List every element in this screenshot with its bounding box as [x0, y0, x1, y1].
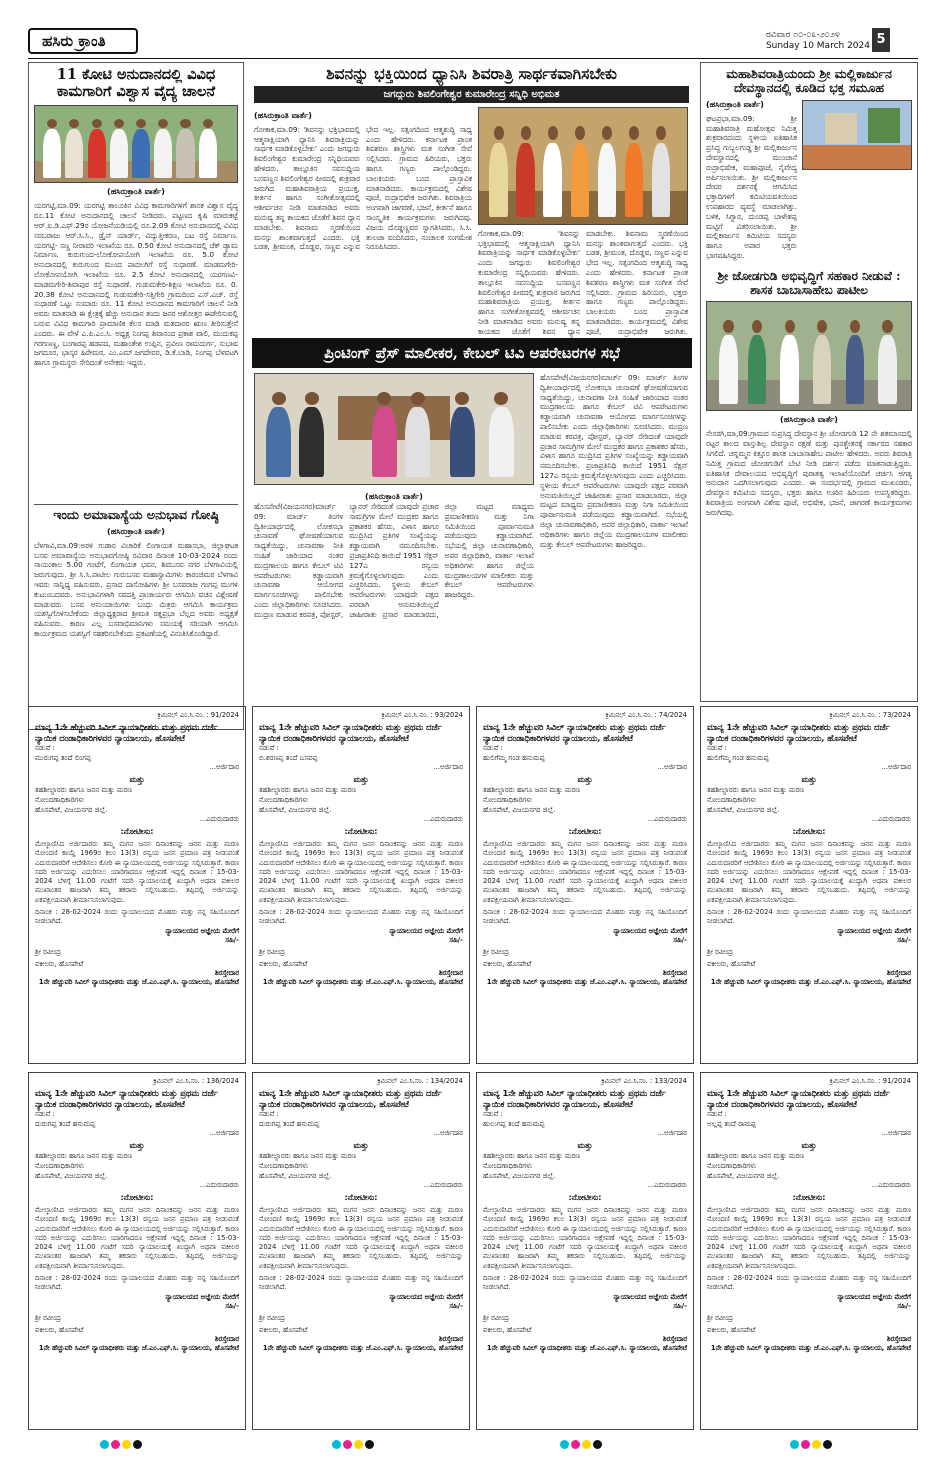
registration-marks-4: [790, 1440, 832, 1449]
notice-dated: ದಿನಾಂಕ : 28-02-2024 ರಂದು ನ್ಯಾಯಾಲಯದ ಮೊಹರು ಮತ್ತು ನನ್ನ ಸಹಿಯೊಂದಿಗೆ ನೀಡಲಾಗಿದೆ.: [35, 908, 239, 926]
notice-respondent-tag: ...ಎದುರುದಾರರು: [423, 1181, 463, 1189]
story4-byline: (ಹಸಿರುಕ್ರಾಂತಿ ವಾರ್ತೆ): [365, 492, 423, 501]
notice-respondent-1: ತಹಶೀಲ್ದಾರರು ಹಾಗೂ ಜನನ ಮತ್ತು ಮರಣ: [483, 786, 581, 794]
notice-body: ಮೇಲ್ಕಾಣಿಸಿದ ಅರ್ಜಿದಾರರು ತಮ್ಮ ಮಗನ ಜನನ ದಿನಾಂಕವನ್ನು ಜನನ ಮತ್ತು ಮರಣ ನೋಂದಣಿ ಕಾಯ್ದೆ 1969ರ ಕಲಂ 13(3) ರನ್ವಯ ಜನನ ಪ್ರಮಾಣ ಪತ್ರ ನೀಡುವಂತೆ ಎದುರುದಾರರಿಗೆ ಆದೇಶಿಸಲು ಕೋರಿ ಈ ನ್ಯಾಯಾಲಯದಲ್ಲಿ ಅರ್ಜಿಯನ್ನು ಸಲ್ಲಿಸಿರುತ್ತಾರೆ. ಕಾರಣ ಸದರಿ ಅರ್ಜಿಯನ್ನು ಎದುರಿಸಲು ಯಾರಿಗಾದರೂ ಆಕ್ಷೇಪಣೆ ಇದ್ದಲ್ಲಿ ದಿನಾಂಕ : 15-03-2024 ಬೆಳಿಗ್ಗೆ 11.00 ಗಂಟೆಗೆ ಸದರಿ ನ್ಯಾಯಾಲಯಕ್ಕೆ ಖುದ್ದಾಗಿ ಅಥವಾ ವಕೀಲರ ಮುಖಾಂತರ ಹಾಜರಾಗಿ ತಮ್ಮ ತಕರಾರು ಸಲ್ಲಿಸಬಹುದು. ತಪ್ಪಿದಲ್ಲಿ ಅರ್ಜಿಯನ್ನು ಏಕಪಕ್ಷೀಯವಾಗಿ ತೀರ್ಮಾನಿಸಲಾಗುವುದು.: [707, 1206, 911, 1270]
notice-applicant-tag: ...ಅರ್ಜಿದಾರ: [209, 1129, 239, 1137]
notice-respondent-3: ಹೊಸಪೇಟೆ, ವಿಜಯನಗರ ಜಿಲ್ಲೆ.: [35, 1172, 108, 1180]
notice-heading: :ನೋಟೀಸು:: [792, 1193, 826, 1202]
notice-respondent-tag: ...ಎದುರುದಾರರು: [423, 815, 463, 823]
issue-date-kannada: ರವಿವಾರ ೧೦-೦೩-೨೦೨೪: [765, 30, 840, 40]
notice-heading: :ನೋಟೀಸು:: [344, 1193, 378, 1202]
notice-respondent-2: ನೋಂದಣಾಧಿಕಾರಿಗಳು: [259, 796, 309, 804]
notice-advocate-role: ವಕೀಲರು, ಹೊಸಪೇಟೆ: [259, 1325, 308, 1334]
story5-byline: (ಹಸಿರುಕ್ರಾಂತಿ ವಾರ್ತೆ): [706, 99, 764, 109]
notice-body: ಮೇಲ್ಕಾಣಿಸಿದ ಅರ್ಜಿದಾರರು ತಮ್ಮ ಮಗನ ಜನನ ದಿನಾಂಕವನ್ನು ಜನನ ಮತ್ತು ಮರಣ ನೋಂದಣಿ ಕಾಯ್ದೆ 1969ರ ಕಲಂ 13(3) ರನ್ವಯ ಜನನ ಪ್ರಮಾಣ ಪತ್ರ ನೀಡುವಂತೆ ಎದುರುದಾರರಿಗೆ ಆದೇಶಿಸಲು ಕೋರಿ ಈ ನ್ಯಾಯಾಲಯದಲ್ಲಿ ಅರ್ಜಿಯನ್ನು ಸಲ್ಲಿಸಿರುತ್ತಾರೆ. ಕಾರಣ ಸದರಿ ಅರ್ಜಿಯನ್ನು ಎದುರಿಸಲು ಯಾರಿಗಾದರೂ ಆಕ್ಷೇಪಣೆ ಇದ್ದಲ್ಲಿ ದಿನಾಂಕ : 15-03-2024 ಬೆಳಿಗ್ಗೆ 11.00 ಗಂಟೆಗೆ ಸದರಿ ನ್ಯಾಯಾಲಯಕ್ಕೆ ಖುದ್ದಾಗಿ ಅಥವಾ ವಕೀಲರ ಮುಖಾಂತರ ಹಾಜರಾಗಿ ತಮ್ಮ ತಕರಾರು ಸಲ್ಲಿಸಬಹುದು. ತಪ್ಪಿದಲ್ಲಿ ಅರ್ಜಿಯನ್ನು ಏಕಪಕ್ಷೀಯವಾಗಿ ತೀರ್ಮಾನಿಸಲಾಗುವುದು.: [259, 1206, 463, 1270]
notice-court-title: ಮಾನ್ಯ 1ನೇ ಹೆಚ್ಚುವರಿ ಸಿವಿಲ್ ನ್ಯಾಯಾಧೀಶರು ಮತ್ತು ಪ್ರಥಮ ದರ್ಜೆ ನ್ಯಾಯಿಕ ದಂಡಾಧಿಕಾರಿಗಳವರ ನ್ಯಾಯಾಲಯ, ಹೊಸಪೇಟೆ: [707, 722, 890, 743]
notice-applicant: ದುರುಗಪ್ಪ ತಂದೆ ಹನುಮಪ್ಪ: [259, 1120, 320, 1128]
notice-order: ನ್ಯಾಯಾಲಯದ ಅಜ್ಞೇಯ ಮೇರೆಗೆ: [165, 1292, 239, 1301]
notice-dated: ದಿನಾಂಕ : 28-02-2024 ರಂದು ನ್ಯಾಯಾಲಯದ ಮೊಹರು ಮತ್ತು ನನ್ನ ಸಹಿಯೊಂದಿಗೆ ನೀಡಲಾಗಿದೆ.: [259, 908, 463, 926]
story1-headline: 11 ಕೋಟಿ ಅನುದಾನದಲ್ಲಿ ವಿವಿಧ ಕಾಮಗಾರಿಗೆ ವಿಶ್ವಾಸ ವೈದ್ಯ ಚಾಲನೆ: [56, 66, 216, 100]
notice-court-title: ಮಾನ್ಯ 1ನೇ ಹೆಚ್ಚುವರಿ ಸಿವಿಲ್ ನ್ಯಾಯಾಧೀಶರು ಮತ್ತು ಪ್ರಥಮ ದರ್ಜೆ ನ್ಯಾಯಿಕ ದಂಡಾಧಿಕಾರಿಗಳವರ ನ್ಯಾಯಾಲಯ, ಹೊಸಪೇಟೆ: [259, 1088, 442, 1109]
notice-respondent-1: ತಹಶೀಲ್ದಾರರು ಹಾಗೂ ಜನನ ಮತ್ತು ಮರಣ: [35, 1152, 133, 1160]
notice-case-number: ಕ್ರಿಮಿನಲ್ ಎಂ.ಸಿ.ನಂ. : 136/2024: [153, 1077, 239, 1085]
story3-body-right: ಗೋಕಾಕ,ಮಾ.09: 'ಶಿವನನ್ನು ಭಕ್ತಿಭಾವದಲ್ಲಿ ಆತ್ಮಸಾಕ್ಷಿಯಾಗಿ ಧ್ಯಾನಿಸಿ ಶಿವರಾತ್ರಿಯನ್ನು ಸಾರ್ಥಕ ಮಾಡಿಕೊಳ್ಳಬೇಕು' ಎಂದು ಜಗದ್ಗುರು ಶಿವಲಿಂಗೇಶ್ವರ ಕುಮಾರೇಂದ್ರ ಸನ್ನಿಧಿಯವರು ಹೇಳಿದರು. ತಾಲ್ಲೂಕಿನ ಸವಸುದ್ದಿಯ ಬಸವಣ್ಣನ ಶಿವಲಿಂಗೇಶ್ವರ ಪೀಠದಲ್ಲಿ ಶುಕ್ರವಾರ ಜರುಗಿದ ಮಹಾಶಿವರಾತ್ರಿಯ ಪ್ರಯುಕ್ತ, ಕೀರ್ತನ ಹಾಗೂ ಸಂಗೀತೋತ್ಸವದಲ್ಲಿ ಆಶೀರ್ವಚನ ನೀಡಿ ಮಾತನಾಡಿದ ಅವರು ಮನುಷ್ಯ ತನ್ನ ಕಾಯಕದ ಜೊತೆಗೆ ಶಿವನ ಧ್ಯಾನ ಮಾಡಬೇಕು. ಶಿವನಾಮ ಸ್ಮರಣೆಯಿಂದ ಮನಸ್ಸು ಶಾಂತವಾಗುತ್ತದೆ ಎಂದರು. ಭಕ್ತಿ ಬಡತ, ಶ್ರೀಮಂತ, ದೊಡ್ಡವ, ಸಣ್ಣವ ಎನ್ನುವ ಭೇದ ಇಲ್ಲ. ಸತ್ಸಂಗದಿಂದ ಆತ್ಮಶುದ್ಧಿ ಸಾಧ್ಯ ಎಂದು ಹೇಳಿದರು. ಕರ್ನಾಟಕ ಪ್ರಾಂತ ಶಿವಶರಣ ಶಾಸ್ತ್ರಿಗಳು ಮತ ಸಂಗೀತ ಸೇವೆ ಸಲ್ಲಿಸಿದರು. ಗ್ರಾಮದ ಹಿರಿಯರು, ಭಕ್ತರು ಹಾಗೂ ಗಣ್ಯರು ಪಾಲ್ಗೊಂಡಿದ್ದರು. ಬಾಲಕಿಯರು ಬಂದ ಪ್ರಾಸ್ತಾವಿಕ ಮಾತನಾಡಿದರು. ಕಾರ್ಯಕ್ರಮದಲ್ಲಿ ವಿಶೇಷ ಪೂಜೆ, ರುದ್ರಾಭಿಷೇಕ ಜರುಗಿತು.: [478, 228, 688, 336]
notice-order: ನ್ಯಾಯಾಲಯದ ಅಜ್ಞೇಯ ಮೇರೆಗೆ: [837, 926, 911, 935]
notice-heading: :ನೋಟೀಸು:: [568, 1193, 602, 1202]
court-notice: [28, 706, 246, 1064]
notice-clerk: ಶಿರಸ್ತೇದಾರ: [214, 1334, 239, 1343]
notice-advocate-role: ವಕೀಲರು, ಹೊಸಪೇಟೆ: [35, 1325, 84, 1334]
notice-dated: ದಿನಾಂಕ : 28-02-2024 ರಂದು ನ್ಯಾಯಾಲಯದ ಮೊಹರು ಮತ್ತು ನನ್ನ ಸಹಿಯೊಂದಿಗೆ ನೀಡಲಾಗಿದೆ.: [707, 1274, 911, 1292]
notice-respondent-2: ನೋಂದಣಾಧಿಕಾರಿಗಳು: [483, 1162, 533, 1170]
story-column-right: [700, 62, 918, 702]
notice-case-number: ಕ್ರಿಮಿನಲ್ ಎಂ.ಸಿ.ನಂ. : 133/2024: [601, 1077, 687, 1085]
notice-and: ಮತ್ತು: [353, 1141, 369, 1150]
notice-and: ಮತ್ತು: [801, 1141, 817, 1150]
notice-body: ಮೇಲ್ಕಾಣಿಸಿದ ಅರ್ಜಿದಾರರು ತಮ್ಮ ಮಗನ ಜನನ ದಿನಾಂಕವನ್ನು ಜನನ ಮತ್ತು ಮರಣ ನೋಂದಣಿ ಕಾಯ್ದೆ 1969ರ ಕಲಂ 13(3) ರನ್ವಯ ಜನನ ಪ್ರಮಾಣ ಪತ್ರ ನೀಡುವಂತೆ ಎದುರುದಾರರಿಗೆ ಆದೇಶಿಸಲು ಕೋರಿ ಈ ನ್ಯಾಯಾಲಯದಲ್ಲಿ ಅರ್ಜಿಯನ್ನು ಸಲ್ಲಿಸಿರುತ್ತಾರೆ. ಕಾರಣ ಸದರಿ ಅರ್ಜಿಯನ್ನು ಎದುರಿಸಲು ಯಾರಿಗಾದರೂ ಆಕ್ಷೇಪಣೆ ಇದ್ದಲ್ಲಿ ದಿನಾಂಕ : 15-03-2024 ಬೆಳಿಗ್ಗೆ 11.00 ಗಂಟೆಗೆ ಸದರಿ ನ್ಯಾಯಾಲಯಕ್ಕೆ ಖುದ್ದಾಗಿ ಅಥವಾ ವಕೀಲರ ಮುಖಾಂತರ ಹಾಜರಾಗಿ ತಮ್ಮ ತಕರಾರು ಸಲ್ಲಿಸಬಹುದು. ತಪ್ಪಿದಲ್ಲಿ ಅರ್ಜಿಯನ್ನು ಏಕಪಕ್ಷೀಯವಾಗಿ ತೀರ್ಮಾನಿಸಲಾಗುವುದು.: [483, 840, 687, 904]
court-notice: [700, 1072, 918, 1430]
story3-subhead: ಜಗದ್ಗುರು ಶಿವಲಿಂಗೇಶ್ವರ ಕುಮಾರೇಂದ್ರ ಸನ್ನಿಧಿ ಅಭಿಮತ: [254, 86, 689, 103]
notice-footer: 1ನೇ ಹೆಚ್ಚುವರಿ ಸಿವಿಲ್ ನ್ಯಾಯಾಧೀಶರು ಮತ್ತು ಜೆ.ಎಂ.ಎಫ್.ಸಿ. ನ್ಯಾಯಾಲಯ, ಹೊಸಪೇಟೆ: [710, 1343, 911, 1352]
notice-sd: ಸಹಿ/-: [225, 1301, 239, 1310]
notice-advocate-role: ವಕೀಲರು, ಹೊಸಪೇಟೆ: [483, 959, 532, 968]
notice-heading: :ನೋಟೀಸು:: [120, 1193, 154, 1202]
notice-applicant: ಬಿ.ಶರಣಪ್ಪ ತಂದೆ ಬಸವಪ್ಪ: [259, 754, 318, 762]
notice-respondent-1: ತಹಶೀಲ್ದಾರರು ಹಾಗೂ ಜನನ ಮತ್ತು ಮರಣ: [259, 1152, 357, 1160]
notice-respondent-1: ತಹಶೀಲ್ದಾರರು ಹಾಗೂ ಜನನ ಮತ್ತು ಮರಣ: [707, 786, 805, 794]
story2-byline: (ಹಸಿರುಕ್ರಾಂತಿ ವಾರ್ತೆ): [107, 526, 165, 536]
story4-headline: ಪ್ರಿಂಟಿಂಗ್ ಪ್ರೆಸ್ ಮಾಲೀಕರ, ಕೇಬಲ್ ಟಿವಿ ಆಪರೇಟರಗಳ ಸಭೆ: [252, 338, 692, 368]
notice-dated: ದಿನಾಂಕ : 28-02-2024 ರಂದು ನ್ಯಾಯಾಲಯದ ಮೊಹರು ಮತ್ತು ನನ್ನ ಸಹಿಯೊಂದಿಗೆ ನೀಡಲಾಗಿದೆ.: [483, 1274, 687, 1292]
notice-sd: ಸಹಿ/-: [673, 935, 687, 944]
newspaper-title: ಹಸಿರು ಕ್ರಾಂತಿ: [28, 28, 138, 54]
notice-advocate-role: ವಕೀಲರು, ಹೊಸಪೇಟೆ: [483, 1325, 532, 1334]
notice-between: ನಡುವೆ :: [707, 1110, 727, 1118]
notice-clerk: ಶಿರಸ್ತೇದಾರ: [214, 968, 239, 977]
court-notice: [476, 706, 694, 1064]
notice-sd: ಸಹಿ/-: [673, 1301, 687, 1310]
notice-between: ನಡುವೆ :: [483, 744, 503, 752]
notice-dated: ದಿನಾಂಕ : 28-02-2024 ರಂದು ನ್ಯಾಯಾಲಯದ ಮೊಹರು ಮತ್ತು ನನ್ನ ಸಹಿಯೊಂದಿಗೆ ನೀಡಲಾಗಿದೆ.: [35, 1274, 239, 1292]
notice-clerk: ಶಿರಸ್ತೇದಾರ: [662, 1334, 687, 1343]
court-notice: [700, 706, 918, 1064]
notice-body: ಮೇಲ್ಕಾಣಿಸಿದ ಅರ್ಜಿದಾರರು ತಮ್ಮ ಮಗನ ಜನನ ದಿನಾಂಕವನ್ನು ಜನನ ಮತ್ತು ಮರಣ ನೋಂದಣಿ ಕಾಯ್ದೆ 1969ರ ಕಲಂ 13(3) ರನ್ವಯ ಜನನ ಪ್ರಮಾಣ ಪತ್ರ ನೀಡುವಂತೆ ಎದುರುದಾರರಿಗೆ ಆದೇಶಿಸಲು ಕೋರಿ ಈ ನ್ಯಾಯಾಲಯದಲ್ಲಿ ಅರ್ಜಿಯನ್ನು ಸಲ್ಲಿಸಿರುತ್ತಾರೆ. ಕಾರಣ ಸದರಿ ಅರ್ಜಿಯನ್ನು ಎದುರಿಸಲು ಯಾರಿಗಾದರೂ ಆಕ್ಷೇಪಣೆ ಇದ್ದಲ್ಲಿ ದಿನಾಂಕ : 15-03-2024 ಬೆಳಿಗ್ಗೆ 11.00 ಗಂಟೆಗೆ ಸದರಿ ನ್ಯಾಯಾಲಯಕ್ಕೆ ಖುದ್ದಾಗಿ ಅಥವಾ ವಕೀಲರ ಮುಖಾಂತರ ಹಾಜರಾಗಿ ತಮ್ಮ ತಕರಾರು ಸಲ್ಲಿಸಬಹುದು. ತಪ್ಪಿದಲ್ಲಿ ಅರ್ಜಿಯನ್ನು ಏಕಪಕ್ಷೀಯವಾಗಿ ತೀರ್ಮಾನಿಸಲಾಗುವುದು.: [35, 840, 239, 904]
court-notice: [252, 706, 470, 1064]
notice-respondent-3: ಹೊಸಪೇಟೆ, ವಿಜಯನಗರ ಜಿಲ್ಲೆ.: [483, 1172, 556, 1180]
notice-court-title: ಮಾನ್ಯ 1ನೇ ಹೆಚ್ಚುವರಿ ಸಿವಿಲ್ ನ್ಯಾಯಾಧೀಶರು ಮತ್ತು ಪ್ರಥಮ ದರ್ಜೆ ನ್ಯಾಯಿಕ ದಂಡಾಧಿಕಾರಿಗಳವರ ನ್ಯಾಯಾಲಯ, ಹೊಸಪೇಟೆ: [259, 722, 442, 743]
notice-respondent-tag: ...ಎದುರುದಾರರು: [199, 1181, 239, 1189]
notice-order: ನ್ಯಾಯಾಲಯದ ಅಜ್ಞೇಯ ಮೇರೆಗೆ: [613, 926, 687, 935]
notice-advocate-role: ವಕೀಲರು, ಹೊಸಪೇಟೆ: [707, 1325, 756, 1334]
story5-headline: ಮಹಾಶಿವರಾತ್ರಿಯಂದು ಶ್ರೀ ಮಲ್ಲಿಕಾರ್ಜುನ ದೇವಸ್ಥಾನದಲ್ಲಿ ಕೂಡಿದ ಭಕ್ತ ಸಮೂಹ: [726, 66, 892, 96]
registration-marks-2: [332, 1440, 374, 1449]
notice-advocate: ಶ್ರೀ ರವೀಂದ್ರ: [707, 1313, 733, 1322]
notice-court-title: ಮಾನ್ಯ 1ನೇ ಹೆಚ್ಚುವರಿ ಸಿವಿಲ್ ನ್ಯಾಯಾಧೀಶರು ಮತ್ತು ಪ್ರಥಮ ದರ್ಜೆ ನ್ಯಾಯಿಕ ದಂಡಾಧಿಕಾರಿಗಳವರ ನ್ಯಾಯಾಲಯ, ಹೊಸಪೇಟೆ: [483, 722, 666, 743]
notice-advocate: ಶ್ರೀ ರವೀಂದ್ರ: [483, 1313, 509, 1322]
notice-heading: :ನೋಟೀಸು:: [344, 827, 378, 836]
notice-respondent-3: ಹೊಸಪೇಟೆ, ವಿಜಯನಗರ ಜಿಲ್ಲೆ.: [707, 1172, 780, 1180]
page-number: 5: [872, 28, 890, 52]
notice-applicant-tag: ...ಅರ್ಜಿದಾರ: [433, 1129, 463, 1137]
notice-respondent-tag: ...ಎದುರುದಾರರು: [871, 1181, 911, 1189]
notice-court-title: ಮಾನ್ಯ 1ನೇ ಹೆಚ್ಚುವರಿ ಸಿವಿಲ್ ನ್ಯಾಯಾಧೀಶರು ಮತ್ತು ಪ್ರಥಮ ದರ್ಜೆ ನ್ಯಾಯಿಕ ದಂಡಾಧಿಕಾರಿಗಳವರ ನ್ಯಾಯಾಲಯ, ಹೊಸಪೇಟೆ: [35, 1088, 218, 1109]
notice-respondent-3: ಹೊಸಪೇಟೆ, ವಿಜಯನಗರ ಜಿಲ್ಲೆ.: [707, 806, 780, 814]
notice-case-number: ಕ್ರಿಮಿನಲ್ ಎಂ.ಸಿ.ನಂ. : 91/2024: [829, 1077, 911, 1085]
notice-sd: ಸಹಿ/-: [225, 935, 239, 944]
story3-photo: [478, 107, 688, 225]
notice-case-number: ಕ್ರಿಮಿನಲ್ ಎಂ.ಸಿ.ನಂ. : 134/2024: [377, 1077, 463, 1085]
notice-respondent-3: ಹೊಸಪೇಟೆ, ವಿಜಯನಗರ ಜಿಲ್ಲೆ.: [35, 806, 108, 814]
notice-respondent-2: ನೋಂದಣಾಧಿಕಾರಿಗಳು: [707, 1162, 757, 1170]
story6-byline: (ಹಸಿರುಕ್ರಾಂತಿ ವಾರ್ತೆ): [780, 415, 838, 425]
story6-headline: ಶ್ರೀ ಜೋಡಗುಡಿ ಅಭಿವೃದ್ಧಿಗೆ ಸಹಕಾರ ನೀಡುವೆ : ಶಾಸಕ ಬಾಬಾಸಾಹೇಬ ಪಾಟೀಲ: [717, 268, 901, 297]
notice-court-title: ಮಾನ್ಯ 1ನೇ ಹೆಚ್ಚುವರಿ ಸಿವಿಲ್ ನ್ಯಾಯಾಧೀಶರು ಮತ್ತು ಪ್ರಥಮ ದರ್ಜೆ ನ್ಯಾಯಿಕ ದಂಡಾಧಿಕಾರಿಗಳವರ ನ್ಯಾಯಾಲಯ, ಹೊಸಪೇಟೆ: [483, 1088, 666, 1109]
notice-clerk: ಶಿರಸ್ತೇದಾರ: [438, 968, 463, 977]
notice-between: ನಡುವೆ :: [483, 1110, 503, 1118]
notice-order: ನ್ಯಾಯಾಲಯದ ಅಜ್ಞೇಯ ಮೇರೆಗೆ: [389, 926, 463, 935]
notice-footer: 1ನೇ ಹೆಚ್ಚುವರಿ ಸಿವಿಲ್ ನ್ಯಾಯಾಧೀಶರು ಮತ್ತು ಜೆ.ಎಂ.ಎಫ್.ಸಿ. ನ್ಯಾಯಾಲಯ, ಹೊಸಪೇಟೆ: [710, 977, 911, 986]
notice-applicant: ಮುರುಗಪ್ಪ ತಂದೆ ಲಿಂಗಪ್ಪ: [35, 754, 92, 762]
story3-byline: (ಹಸಿರುಕ್ರಾಂತಿ ವಾರ್ತೆ): [254, 110, 312, 120]
notice-footer: 1ನೇ ಹೆಚ್ಚುವರಿ ಸಿವಿಲ್ ನ್ಯಾಯಾಧೀಶರು ಮತ್ತು ಜೆ.ಎಂ.ಎಫ್.ಸಿ. ನ್ಯಾಯಾಲಯ, ಹೊಸಪೇಟೆ: [38, 977, 239, 986]
court-notice: [476, 1072, 694, 1430]
notice-court-title: ಮಾನ್ಯ 1ನೇ ಹೆಚ್ಚುವರಿ ಸಿವಿಲ್ ನ್ಯಾಯಾಧೀಶರು ಮತ್ತು ಪ್ರಥಮ ದರ್ಜೆ ನ್ಯಾಯಿಕ ದಂಡಾಧಿಕಾರಿಗಳವರ ನ್ಯಾಯಾಲಯ, ಹೊಸಪೇಟೆ: [35, 722, 218, 743]
notice-sd: ಸಹಿ/-: [449, 1301, 463, 1310]
court-notice: [28, 1072, 246, 1430]
story4-block: [250, 370, 693, 700]
story2-body: ಬೆಳಗಾವಿ,ಮಾ.09:ಅರಳಿ ಗುಡಾರ ವಿಚಾರಿಕೆ ಲಿಂಗಾಯತ ಮಹಾಸಭಾ, ಜಿಲ್ಲಾಘಟಕ ಬಸವ ಅಮಾವಾಸ್ಯೆಯ ಅನುಭಾವಗೋಷ್ಠಿ ರವಿವಾರ ದಿನಾಂಕ 10-03-2024 ರಂದು ಸಾಯಂಕಾಲ 5.00 ಗಂಟೆಗೆ, ಲಿಂಗಾಯತ ಭವನ, ಶಿವಬಸವ ನಗರ ಬೆಳಗಾವಿಯಲ್ಲಿ ಜರುಗುವುದು. ಶ್ರೀ ಸಿ.ಸಿ.ಪಾಟೀಲ ಗುರುಬಸವ ಮಹಾಸ್ವಾಮಿಗಳು ಕಾರಂಜಿಮಠ ಬೆಳಗಾವಿ ಇವರು ಸಾನ್ನಿಧ್ಯ ವಹಿಸುವರು. ಪ್ರಸಾದ ದಾಸೋಹಿಗಳು ಶ್ರೀ ಬಸವರಾಜ ಗಂಗಪ್ಪ ಮುಗಳಿ ಕುಟುಂಬದವರು. ಅನುಭಾವಿಗಳಾಗಿ ಸವದತ್ತಿ ಪ್ರಾಚಾರ್ಯರು ಆಗಮಿಸಿ ವಚನ ವಿಶ್ಲೇಷಣೆ ಮಾಡುವರು. ಬಸವ ಅನುಯಾಯಿಗಳು ಬಂಧು ಮಿತ್ರರು ಆಗಮಿಸಿ ಕಾರ್ಯಕ್ರಮ ಯಶಸ್ವಿಗೊಳಿಸಬೇಕೆಂದು ಜಿಲ್ಲಾಧ್ಯಕ್ಷರಾದ ಶ್ರೀಮತಿ ರತ್ನಪ್ರಭಾ ಬೆಲ್ಲದ ಅವರು ಅಧ್ಯಕ್ಷತೆ ವಹಿಸುವರು. ಕಾರಣ ಎಲ್ಲ ಬಸವಾಭಿಮಾನಿಗಳು ಸಮಯಕ್ಕೆ ಸರಿಯಾಗಿ ಆಗಮಿಸಿ ಕಾರ್ಯಕ್ರಮದ ಯಶಸ್ವಿಗೆ ಸಹಕರಿಸಬೇಕೆಂದು ಪ್ರಕಟಣೆಯಲ್ಲಿ ವಿನಂತಿಸಿಕೊಂಡಿದ್ದಾರೆ.: [34, 540, 238, 638]
story3-headline: ಶಿವನನ್ನು ಭಕ್ತಿಯಿಂದ ಧ್ಯಾನಿಸಿ ಶಿವರಾತ್ರಿ ಸಾರ್ಥಕವಾಗಿಸಬೇಕು: [326, 64, 617, 83]
notice-respondent-2: ನೋಂದಣಾಧಿಕಾರಿಗಳು: [707, 796, 757, 804]
notice-heading: :ನೋಟೀಸು:: [792, 827, 826, 836]
story3-body-left: ಗೋಕಾಕ,ಮಾ.09: 'ಶಿವನನ್ನು ಭಕ್ತಿಭಾವದಲ್ಲಿ ಆತ್ಮಸಾಕ್ಷಿಯಾಗಿ ಧ್ಯಾನಿಸಿ ಶಿವರಾತ್ರಿಯನ್ನು ಸಾರ್ಥಕ ಮಾಡಿಕೊಳ್ಳಬೇಕು' ಎಂದು ಜಗದ್ಗುರು ಶಿವಲಿಂಗೇಶ್ವರ ಕುಮಾರೇಂದ್ರ ಸನ್ನಿಧಿಯವರು ಹೇಳಿದರು. ತಾಲ್ಲೂಕಿನ ಸವಸುದ್ದಿಯ ಬಸವಣ್ಣನ ಶಿವಲಿಂಗೇಶ್ವರ ಪೀಠದಲ್ಲಿ ಶುಕ್ರವಾರ ಜರುಗಿದ ಮಹಾಶಿವರಾತ್ರಿಯ ಪ್ರಯುಕ್ತ, ಕೀರ್ತನ ಹಾಗೂ ಸಂಗೀತೋತ್ಸವದಲ್ಲಿ ಆಶೀರ್ವಚನ ನೀಡಿ ಮಾತನಾಡಿದ ಅವರು ಮನುಷ್ಯ ತನ್ನ ಕಾಯಕದ ಜೊತೆಗೆ ಶಿವನ ಧ್ಯಾನ ಮಾಡಬೇಕು. ಶಿವನಾಮ ಸ್ಮರಣೆಯಿಂದ ಮನಸ್ಸು ಶಾಂತವಾಗುತ್ತದೆ ಎಂದರು. ಭಕ್ತಿ ಬಡತ, ಶ್ರೀಮಂತ, ದೊಡ್ಡವ, ಸಣ್ಣವ ಎನ್ನುವ ಭೇದ ಇಲ್ಲ. ಸತ್ಸಂಗದಿಂದ ಆತ್ಮಶುದ್ಧಿ ಸಾಧ್ಯ ಎಂದು ಹೇಳಿದರು. ಕರ್ನಾಟಕ ಪ್ರಾಂತ ಶಿವಶರಣ ಶಾಸ್ತ್ರಿಗಳು ಮತ ಸಂಗೀತ ಸೇವೆ ಸಲ್ಲಿಸಿದರು. ಗ್ರಾಮದ ಹಿರಿಯರು, ಭಕ್ತರು ಹಾಗೂ ಗಣ್ಯರು ಪಾಲ್ಗೊಂಡಿದ್ದರು. ಬಾಲಕಿಯರು ಬಂದ ಪ್ರಾಸ್ತಾವಿಕ ಮಾತನಾಡಿದರು. ಕಾರ್ಯಕ್ರಮದಲ್ಲಿ ವಿಶೇಷ ಪೂಜೆ, ರುದ್ರಾಭಿಷೇಕ ಜರುಗಿತು. ಶಿವರಾತ್ರಿಯ ಅಂಗವಾಗಿ ಜಾಗರಣೆ, ಭಜನೆ, ಕೀರ್ತನೆ ಹಾಗೂ ಸಾಂಸ್ಕೃತಿಕ ಕಾರ್ಯಕ್ರಮಗಳು ಜರುಗಿದವು. ವಿಜಯ ದೊಡ್ಡಣ್ಣವರ ಸ್ವಾಗತಿಸಿದರು, ಸಿ.ಸಿ. ತುಲಜಾ ವಂದಿಸಿದರು, ಸಂಚಾಲಕ ಸಂಗಮೇಶ ನಿರೂಪಿಸಿದರು.: [254, 124, 472, 252]
notice-advocate: ಶ್ರೀ ರವೀಂದ್ರ: [259, 1313, 285, 1322]
notice-respondent-tag: ...ಎದುರುದಾರರು: [647, 1181, 687, 1189]
story6-photo: [706, 301, 912, 411]
notice-respondent-2: ನೋಂದಣಾಧಿಕಾರಿಗಳು: [35, 796, 85, 804]
notice-respondent-1: ತಹಶೀಲ್ದಾರರು ಹಾಗೂ ಜನನ ಮತ್ತು ಮರಣ: [259, 786, 357, 794]
story3-block: [250, 62, 693, 352]
notice-applicant-tag: ...ಅರ್ಜಿದಾರ: [657, 1129, 687, 1137]
notice-respondent-tag: ...ಎದುರುದಾರರು: [871, 815, 911, 823]
story4-body-main: ಹೊಸಪೇಟೆ(ವಿಜಯನಗರ)ಮಾರ್ಚ್ 09: ಮಾರ್ಚ್ ತಿಂಗಳ ದ್ವಿತೀಯಾರ್ಧದಲ್ಲಿ ಲೋಕಸಭಾ ಚುನಾವಣೆ ಘೋಷಣೆಯಾಗುವ ಸಾಧ್ಯತೆಯಿದ್ದು, ಚುನಾವಣಾ ನೀತಿ ಸಂಹಿತೆ ಜಾರಿಯಾದ ನಂತರ ಮುದ್ರಣಾಲಯ ಹಾಗೂ ಕೇಬಲ್ ಟಿವಿ ಆಪರೇಟರುಗಳು ಕಡ್ಡಾಯವಾಗಿ ಚುನಾವಣಾ ಆಯೋಗದ ಮಾರ್ಗಸೂಚಿಗಳನ್ನು ಪಾಲಿಸಬೇಕು ಎಂದು ಜಿಲ್ಲಾಧಿಕಾರಿಗಳು ಸೂಚಿಸಿದರು. ಮುದ್ರಣ ಮಾಡುವ ಕರಪತ್ರ, ಪೋಸ್ಟರ್, ಬ್ಯಾನರ್ ಸೇರಿದಂತೆ ಯಾವುದೇ ಪ್ರಚಾರ ಸಾಮಗ್ರಿಗಳ ಮೇಲೆ ಮುದ್ರಕರ ಹಾಗೂ ಪ್ರಕಾಶಕರ ಹೆಸರು, ವಿಳಾಸ ಹಾಗೂ ಮುದ್ರಿಸಿದ ಪ್ರತಿಗಳ ಸಂಖ್ಯೆಯನ್ನು ಕಡ್ಡಾಯವಾಗಿ ನಮೂದಿಸಬೇಕು. ಪ್ರಜಾಪ್ರತಿನಿಧಿ ಕಾಯಿದೆ 1951 ಸೆಕ್ಷನ್ 127ಎ ರನ್ವಯ ಕ್ರಮಕೈಗೊಳ್ಳಲಾಗುವುದು ಎಂದು ಎಚ್ಚರಿಸಿದರು. ಸ್ಥಳೀಯ ಕೇಬಲ್ ಆಪರೇಟರುಗಳು ಯಾವುದೇ ಪಕ್ಷದ ಪರವಾಗಿ ಅನುಮತಿಯಿಲ್ಲದೆ ಜಾಹೀರಾತು ಪ್ರಸಾರ ಮಾಡಬಾರದು, ಜಿಲ್ಲಾ ಮಟ್ಟದ ಮಾಧ್ಯಮ ಪ್ರಮಾಣೀಕರಣ ಮತ್ತು ನಿಗಾ ಸಮಿತಿಯಿಂದ ಪೂರ್ವಾನುಮತಿ ಪಡೆಯುವುದು ಕಡ್ಡಾಯವಾಗಿದೆ. ಸಭೆಯಲ್ಲಿ ಜಿಲ್ಲಾ ಚುನಾವಣಾಧಿಕಾರಿ, ಅಪರ ಜಿಲ್ಲಾಧಿಕಾರಿ, ವಾರ್ತಾ ಇಲಾಖೆ ಅಧಿಕಾರಿಗಳು ಹಾಗೂ ಜಿಲ್ಲೆಯ ಮುದ್ರಣಾಲಯಗಳ ಮಾಲೀಕರು ಮತ್ತು ಕೇಬಲ್ ಆಪರೇಟರುಗಳು ಹಾಜರಿದ್ದರು.: [254, 502, 534, 619]
issue-date: [766, 30, 870, 52]
notice-between: ನಡುವೆ :: [707, 744, 727, 752]
notice-applicant: ದುರುಗಪ್ಪ ತಂದೆ ಹನುಮಪ್ಪ: [35, 1120, 96, 1128]
notice-clerk: ಶಿರಸ್ತೇದಾರ: [438, 1334, 463, 1343]
notice-footer: 1ನೇ ಹೆಚ್ಚುವರಿ ಸಿವಿಲ್ ನ್ಯಾಯಾಧೀಶರು ಮತ್ತು ಜೆ.ಎಂ.ಎಫ್.ಸಿ. ನ್ಯಾಯಾಲಯ, ಹೊಸಪೇಟೆ: [262, 977, 463, 986]
notice-sd: ಸಹಿ/-: [897, 935, 911, 944]
notice-applicant-tag: ...ಅರ್ಜಿದಾರ: [209, 763, 239, 771]
notice-respondent-2: ನೋಂದಣಾಧಿಕಾರಿಗಳು: [483, 796, 533, 804]
story4-body-side: ಹೊಸಪೇಟೆ(ವಿಜಯನಗರ)ಮಾರ್ಚ್ 09: ಮಾರ್ಚ್ ತಿಂಗಳ ದ್ವಿತೀಯಾರ್ಧದಲ್ಲಿ ಲೋಕಸಭಾ ಚುನಾವಣೆ ಘೋಷಣೆಯಾಗುವ ಸಾಧ್ಯತೆಯಿದ್ದು, ಚುನಾವಣಾ ನೀತಿ ಸಂಹಿತೆ ಜಾರಿಯಾದ ನಂತರ ಮುದ್ರಣಾಲಯ ಹಾಗೂ ಕೇಬಲ್ ಟಿವಿ ಆಪರೇಟರುಗಳು ಕಡ್ಡಾಯವಾಗಿ ಚುನಾವಣಾ ಆಯೋಗದ ಮಾರ್ಗಸೂಚಿಗಳನ್ನು ಪಾಲಿಸಬೇಕು ಎಂದು ಜಿಲ್ಲಾಧಿಕಾರಿಗಳು ಸೂಚಿಸಿದರು. ಮುದ್ರಣ ಮಾಡುವ ಕರಪತ್ರ, ಪೋಸ್ಟರ್, ಬ್ಯಾನರ್ ಸೇರಿದಂತೆ ಯಾವುದೇ ಪ್ರಚಾರ ಸಾಮಗ್ರಿಗಳ ಮೇಲೆ ಮುದ್ರಕರ ಹಾಗೂ ಪ್ರಕಾಶಕರ ಹೆಸರು, ವಿಳಾಸ ಹಾಗೂ ಮುದ್ರಿಸಿದ ಪ್ರತಿಗಳ ಸಂಖ್ಯೆಯನ್ನು ಕಡ್ಡಾಯವಾಗಿ ನಮೂದಿಸಬೇಕು. ಪ್ರಜಾಪ್ರತಿನಿಧಿ ಕಾಯಿದೆ 1951 ಸೆಕ್ಷನ್ 127ಎ ರನ್ವಯ ಕ್ರಮಕೈಗೊಳ್ಳಲಾಗುವುದು ಎಂದು ಎಚ್ಚರಿಸಿದರು. ಸ್ಥಳೀಯ ಕೇಬಲ್ ಆಪರೇಟರುಗಳು ಯಾವುದೇ ಪಕ್ಷದ ಪರವಾಗಿ ಅನುಮತಿಯಿಲ್ಲದೆ ಜಾಹೀರಾತು ಪ್ರಸಾರ ಮಾಡಬಾರದು, ಜಿಲ್ಲಾ ಮಟ್ಟದ ಮಾಧ್ಯಮ ಪ್ರಮಾಣೀಕರಣ ಮತ್ತು ನಿಗಾ ಸಮಿತಿಯಿಂದ ಪೂರ್ವಾನುಮತಿ ಪಡೆಯುವುದು ಕಡ್ಡಾಯವಾಗಿದೆ. ಸಭೆಯಲ್ಲಿ ಜಿಲ್ಲಾ ಚುನಾವಣಾಧಿಕಾರಿ, ಅಪರ ಜಿಲ್ಲಾಧಿಕಾರಿ, ವಾರ್ತಾ ಇಲಾಖೆ ಅಧಿಕಾರಿಗಳು ಹಾಗೂ ಜಿಲ್ಲೆಯ ಮುದ್ರಣಾಲಯಗಳ ಮಾಲೀಕರು ಮತ್ತು ಕೇಬಲ್ ಆಪರೇಟರುಗಳು ಹಾಜರಿದ್ದರು.: [540, 373, 688, 549]
notice-applicant: ಅಲ್ಲಪ್ಪ ತಂದೆ ರಾಮಪ್ಪ: [707, 1120, 756, 1128]
notice-respondent-2: ನೋಂದಣಾಧಿಕಾರಿಗಳು: [35, 1162, 85, 1170]
notice-respondent-1: ತಹಶೀಲ್ದಾರರು ಹಾಗೂ ಜನನ ಮತ್ತು ಮರಣ: [35, 786, 133, 794]
notice-respondent-tag: ...ಎದುರುದಾರರು: [199, 815, 239, 823]
notice-applicant-tag: ...ಅರ್ಜಿದಾರ: [657, 763, 687, 771]
notice-and: ಮತ್ತು: [353, 775, 369, 784]
notice-clerk: ಶಿರಸ್ತೇದಾರ: [886, 968, 911, 977]
notice-advocate-role: ವಕೀಲರು, ಹೊಸಪೇಟೆ: [707, 959, 756, 968]
masthead: [28, 28, 918, 56]
notice-advocate: ಶ್ರೀ ರವೀಂದ್ರ: [35, 947, 61, 956]
story5-photo: [802, 100, 912, 170]
notice-respondent-1: ತಹಶೀಲ್ದಾರರು ಹಾಗೂ ಜನನ ಮತ್ತು ಮರಣ: [483, 1152, 581, 1160]
notice-dated: ದಿನಾಂಕ : 28-02-2024 ರಂದು ನ್ಯಾಯಾಲಯದ ಮೊಹರು ಮತ್ತು ನನ್ನ ಸಹಿಯೊಂದಿಗೆ ನೀಡಲಾಗಿದೆ.: [483, 908, 687, 926]
notice-and: ಮತ್ತು: [577, 775, 593, 784]
notice-sd: ಸಹಿ/-: [897, 1301, 911, 1310]
registration-marks-1: [100, 1440, 142, 1449]
notice-respondent-3: ಹೊಸಪೇಟೆ, ವಿಜಯನಗರ ಜಿಲ್ಲೆ.: [483, 806, 556, 814]
story4-photo: [254, 373, 534, 485]
story1-body: ಯರಗಟ್ಟಿ,ಮಾ.09: ಯರಗಟ್ಟಿ ತಾಲೂಕಿನ ವಿವಿಧ ಕಾಮಗಾರಿಗಳಿಗೆ ಶಾಸಕ ವಿಶ್ವಾಸ ವೈದ್ಯ ರೂ.11 ಕೋಟಿ ಅನುದಾನದಲ್ಲಿ ಚಾಲನೆ ನೀಡಿದರು. ಪಟ್ಟಣದ ಕೃಷಿ ಮಾರುಕಟ್ಟೆ ಆರ್.ಐ.ಡಿ.ಎಫ್.29ರ ಯೋಜನೆಯಡಿಯಲ್ಲಿ ರೂ.2.09 ಕೋಟಿ ಅನುದಾನದಲ್ಲಿ ವಿವಿಧ ಸರಬರಾಜು ಆರ್.ಸಿ.ಸಿ., ಡ್ರೈನ್ ಯಾರ್ಡ್, ವಿದ್ಯುತ್ತೀಕರಣ, ಬಟ ರಸ್ತೆ ನಿರ್ಮಾಣ. ಯರಗಟ್ಟಿ- ಸಣ್ಣ ನೀರಾವರಿ ಇಲಾಖೆಯ ರೂ. 0.50 ಕೋಟಿ ಅನುದಾನದಲ್ಲಿ ಚೆಕ್ ಡ್ಯಾಮ ನಿರ್ಮಾಣ. ಕುರುಗುಂದ-ಲೋಕೋಪಯೋಗಿ ಇಲಾಖೆಯ ರೂ. 5.0 ಕೋಟಿ ಅನುದಾನದಲ್ಲಿ ಕುರುಗುಂದ ಮುಂದ ಪಾದಲಗಿಗೆ ರಸ್ತೆ ಸುಧಾರಣೆ. ಮಾಡಮಗೇರಿ-ಲೋಕೋಪಯೋಗಿ ಇಲಾಖೆಯ ರೂ. 2.5 ಕೋಟಿ ಅನುದಾನದಲ್ಲಿ ಯರಗಣವಿ-ಮಾಡಮಗೇರಿ-ಶಿವಾಪುರ ರಸ್ತೆ ಸುಧಾರಣೆ. ಗುಡುಮಕೇರಿ-ಶಿಕ್ಷಣ ಇಲಾಖೆಯ ರೂ. 0. 20.38 ಕೋಟಿ ಅನುದಾನದಲ್ಲಿ ಗುಡುಮಕೇರಿ-ಸತ್ತಿಗೇರಿ ಗ್ರಾಮದಿಂದ ಎಸ್.ಎಚ್. ರಸ್ತೆ ಸುಧಾರಣೆ ಒಟ್ಟು ಸುಮಾರು ರೂ. 11 ಕೋಟಿ ಅನುದಾನದ ಕಾಮಗಾರಿಗೆ ಚಾಲನೆ ನೀಡಿ ಅವರು ಮಾತನಾಡಿ ಈ ಕ್ಷೇತ್ರಕ್ಕೆ ಹೆಚ್ಚು ಅನುದಾನ ತಂದು ಜನರ ಆಶೋತ್ತರ ಈಡೇರಿಸುವಲ್ಲಿ ಬರುವ ವಿವಿಧ ಕಾಮಗಾರಿ ಪ್ರಾಮಾಣಿಕ ಕೆಲಸ ಮಾಡಿ ಮತದಾರರ ಋಣ ತೀರಿಸುತ್ತೇನೆ ಎಂದರು. ಈ ವೇಳೆ ಎ.ಪಿ.ಎಂ.ಸಿ. ಅಧ್ಯಕ್ಷ ನಿಂಗಪ್ಪ ಶಿವಾನಂದ ಪ್ರಕಾಶ ವಾಲಿ, ಮುದುಕಪ್ಪ ಗರಗಣಣ್ಣ, ಬಂಗಾರಪ್ಪ ಹಡಪದ, ಮಹಾಂತೇಶ ಉಪ್ಪಿನ, ಪ್ರವೀಣ ರಾಮದುರ್ಗ, ಸುಭಾಷ ಜಗದೂರ, ಭಾಸ್ಕರ ಹಿರೇಮಠ, ಎಂ.ಎಮ್.ಜಗದೇವರ, ಡಿ.ಕೆ.ಬಾಡಿ, ನಿಂಗಪ್ಪ ಬೆಳವಟಗಿ ಹಾಗೂ ಗ್ರಾಮಸ್ಥರು ಸೇರಿದಂತೆ ಅನೇಕರು ಇದ್ದರು.: [34, 201, 238, 368]
notice-respondent-tag: ...ಎದುರುದಾರರು: [647, 815, 687, 823]
notice-advocate-role: ವಕೀಲರು, ಹೊಸಪೇಟೆ: [35, 959, 84, 968]
notice-applicant: ಹುಲಿಗೆಮ್ಮ ಗಂಡ ಹನುಮಪ್ಪ: [483, 754, 545, 762]
notice-applicant-tag: ...ಅರ್ಜಿದಾರ: [881, 1129, 911, 1137]
notice-body: ಮೇಲ್ಕಾಣಿಸಿದ ಅರ್ಜಿದಾರರು ತಮ್ಮ ಮಗನ ಜನನ ದಿನಾಂಕವನ್ನು ಜನನ ಮತ್ತು ಮರಣ ನೋಂದಣಿ ಕಾಯ್ದೆ 1969ರ ಕಲಂ 13(3) ರನ್ವಯ ಜನನ ಪ್ರಮಾಣ ಪತ್ರ ನೀಡುವಂತೆ ಎದುರುದಾರರಿಗೆ ಆದೇಶಿಸಲು ಕೋರಿ ಈ ನ್ಯಾಯಾಲಯದಲ್ಲಿ ಅರ್ಜಿಯನ್ನು ಸಲ್ಲಿಸಿರುತ್ತಾರೆ. ಕಾರಣ ಸದರಿ ಅರ್ಜಿಯನ್ನು ಎದುರಿಸಲು ಯಾರಿಗಾದರೂ ಆಕ್ಷೇಪಣೆ ಇದ್ದಲ್ಲಿ ದಿನಾಂಕ : 15-03-2024 ಬೆಳಿಗ್ಗೆ 11.00 ಗಂಟೆಗೆ ಸದರಿ ನ್ಯಾಯಾಲಯಕ್ಕೆ ಖುದ್ದಾಗಿ ಅಥವಾ ವಕೀಲರ ಮುಖಾಂತರ ಹಾಜರಾಗಿ ತಮ್ಮ ತಕರಾರು ಸಲ್ಲಿಸಬಹುದು. ತಪ್ಪಿದಲ್ಲಿ ಅರ್ಜಿಯನ್ನು ಏಕಪಕ್ಷೀಯವಾಗಿ ತೀರ್ಮಾನಿಸಲಾಗುವುದು.: [483, 1206, 687, 1270]
notice-respondent-3: ಹೊಸಪೇಟೆ, ವಿಜಯನಗರ ಜಿಲ್ಲೆ.: [259, 806, 332, 814]
notice-applicant: ಹುಲಿಗೆಮ್ಮ ಗಂಡ ಹನುಮಪ್ಪ: [707, 754, 769, 762]
notice-and: ಮತ್ತು: [129, 775, 145, 784]
notice-between: ನಡುವೆ :: [259, 744, 279, 752]
notice-body: ಮೇಲ್ಕಾಣಿಸಿದ ಅರ್ಜಿದಾರರು ತಮ್ಮ ಮಗನ ಜನನ ದಿನಾಂಕವನ್ನು ಜನನ ಮತ್ತು ಮರಣ ನೋಂದಣಿ ಕಾಯ್ದೆ 1969ರ ಕಲಂ 13(3) ರನ್ವಯ ಜನನ ಪ್ರಮಾಣ ಪತ್ರ ನೀಡುವಂತೆ ಎದುರುದಾರರಿಗೆ ಆದೇಶಿಸಲು ಕೋರಿ ಈ ನ್ಯಾಯಾಲಯದಲ್ಲಿ ಅರ್ಜಿಯನ್ನು ಸಲ್ಲಿಸಿರುತ್ತಾರೆ. ಕಾರಣ ಸದರಿ ಅರ್ಜಿಯನ್ನು ಎದುರಿಸಲು ಯಾರಿಗಾದರೂ ಆಕ್ಷೇಪಣೆ ಇದ್ದಲ್ಲಿ ದಿನಾಂಕ : 15-03-2024 ಬೆಳಿಗ್ಗೆ 11.00 ಗಂಟೆಗೆ ಸದರಿ ನ್ಯಾಯಾಲಯಕ್ಕೆ ಖುದ್ದಾಗಿ ಅಥವಾ ವಕೀಲರ ಮುಖಾಂತರ ಹಾಜರಾಗಿ ತಮ್ಮ ತಕರಾರು ಸಲ್ಲಿಸಬಹುದು. ತಪ್ಪಿದಲ್ಲಿ ಅರ್ಜಿಯನ್ನು ಏಕಪಕ್ಷೀಯವಾಗಿ ತೀರ್ಮಾನಿಸಲಾಗುವುದು.: [259, 840, 463, 904]
notice-case-number: ಕ್ರಿಮಿನಲ್ ಎಂ.ಸಿ.ನಂ. : 91/2024: [157, 711, 239, 719]
notice-applicant: ಹುಲುಗಪ್ಪ ತಂದೆ ಹನುಮಪ್ಪ: [483, 1120, 545, 1128]
notice-between: ನಡುವೆ :: [35, 744, 55, 752]
notice-footer: 1ನೇ ಹೆಚ್ಚುವರಿ ಸಿವಿಲ್ ನ್ಯಾಯಾಧೀಶರು ಮತ್ತು ಜೆ.ಎಂ.ಎಫ್.ಸಿ. ನ್ಯಾಯಾಲಯ, ಹೊಸಪೇಟೆ: [262, 1343, 463, 1352]
notice-advocate: ಶ್ರೀ ರವೀಂದ್ರ: [483, 947, 509, 956]
notice-footer: 1ನೇ ಹೆಚ್ಚುವರಿ ಸಿವಿಲ್ ನ್ಯಾಯಾಧೀಶರು ಮತ್ತು ಜೆ.ಎಂ.ಎಫ್.ಸಿ. ನ್ಯಾಯಾಲಯ, ಹೊಸಪೇಟೆ: [486, 1343, 687, 1352]
story1-photo: [34, 105, 238, 183]
notice-advocate: ಶ್ರೀ ರವೀಂದ್ರ: [35, 1313, 61, 1322]
notice-and: ಮತ್ತು: [801, 775, 817, 784]
notice-between: ನಡುವೆ :: [259, 1110, 279, 1118]
notice-footer: 1ನೇ ಹೆಚ್ಚುವರಿ ಸಿವಿಲ್ ನ್ಯಾಯಾಧೀಶರು ಮತ್ತು ಜೆ.ಎಂ.ಎಫ್.ಸಿ. ನ್ಯಾಯಾಲಯ, ಹೊಸಪೇಟೆ: [486, 977, 687, 986]
notice-heading: :ನೋಟೀಸು:: [568, 827, 602, 836]
notice-clerk: ಶಿರಸ್ತೇದಾರ: [662, 968, 687, 977]
notice-body: ಮೇಲ್ಕಾಣಿಸಿದ ಅರ್ಜಿದಾರರು ತಮ್ಮ ಮಗನ ಜನನ ದಿನಾಂಕವನ್ನು ಜನನ ಮತ್ತು ಮರಣ ನೋಂದಣಿ ಕಾಯ್ದೆ 1969ರ ಕಲಂ 13(3) ರನ್ವಯ ಜನನ ಪ್ರಮಾಣ ಪತ್ರ ನೀಡುವಂತೆ ಎದುರುದಾರರಿಗೆ ಆದೇಶಿಸಲು ಕೋರಿ ಈ ನ್ಯಾಯಾಲಯದಲ್ಲಿ ಅರ್ಜಿಯನ್ನು ಸಲ್ಲಿಸಿರುತ್ತಾರೆ. ಕಾರಣ ಸದರಿ ಅರ್ಜಿಯನ್ನು ಎದುರಿಸಲು ಯಾರಿಗಾದರೂ ಆಕ್ಷೇಪಣೆ ಇದ್ದಲ್ಲಿ ದಿನಾಂಕ : 15-03-2024 ಬೆಳಿಗ್ಗೆ 11.00 ಗಂಟೆಗೆ ಸದರಿ ನ್ಯಾಯಾಲಯಕ್ಕೆ ಖುದ್ದಾಗಿ ಅಥವಾ ವಕೀಲರ ಮುಖಾಂತರ ಹಾಜರಾಗಿ ತಮ್ಮ ತಕರಾರು ಸಲ್ಲಿಸಬಹುದು. ತಪ್ಪಿದಲ್ಲಿ ಅರ್ಜಿಯನ್ನು ಏಕಪಕ್ಷೀಯವಾಗಿ ತೀರ್ಮಾನಿಸಲಾಗುವುದು.: [35, 1206, 239, 1270]
story2-headline: ಇಂದು ಅಮಾವಾಸ್ಯೆಯ ಅನುಭಾವ ಗೋಷ್ಠಿ: [53, 507, 219, 523]
notice-between: ನಡುವೆ :: [35, 1110, 55, 1118]
notice-advocate: ಶ್ರೀ ರವೀಂದ್ರ: [707, 947, 733, 956]
registration-marks-3: [560, 1440, 602, 1449]
notice-advocate-role: ವಕೀಲರು, ಹೊಸಪೇಟೆ: [259, 959, 308, 968]
notice-case-number: ಕ್ರಿಮಿನಲ್ ಎಂ.ಸಿ.ನಂ. : 93/2024: [381, 711, 463, 719]
notice-sd: ಸಹಿ/-: [449, 935, 463, 944]
story1-byline: (ಹಸಿರುಕ್ರಾಂತಿ ವಾರ್ತೆ): [107, 187, 165, 197]
notice-dated: ದಿನಾಂಕ : 28-02-2024 ರಂದು ನ್ಯಾಯಾಲಯದ ಮೊಹರು ಮತ್ತು ನನ್ನ ಸಹಿಯೊಂದಿಗೆ ನೀಡಲಾಗಿದೆ.: [707, 908, 911, 926]
notice-advocate: ಶ್ರೀ ರವೀಂದ್ರ: [259, 947, 285, 956]
story-column-left: [28, 62, 244, 730]
notice-case-number: ಕ್ರಿಮಿನಲ್ ಎಂ.ಸಿ.ನಂ. : 74/2024: [605, 711, 687, 719]
notice-case-number: ಕ್ರಿಮಿನಲ್ ಎಂ.ಸಿ.ನಂ. : 73/2024: [829, 711, 911, 719]
notice-applicant-tag: ...ಅರ್ಜಿದಾರ: [881, 763, 911, 771]
masthead-rule: [28, 58, 918, 59]
story6-body: ನೇಸರಗಿ,ಮಾ,09:ಗ್ರಾಮದ ಸುಪ್ರಸಿದ್ಧ ದೇವಸ್ಥಾನ ಶ್ರೀ ಜೋಡಗುಡಿ 12 ನೇ ಶತಮಾನದಲ್ಲಿ ರಟ್ಟರ ಕಾಲದ ವಾಸ್ತುಶಿಲ್ಪ ದೇವಸ್ಥಾನ ರಕ್ಷಣೆ ಮತ್ತು ಪುನಶ್ಚೇತನಕ್ಕೆ ಸರ್ಕಾರದ ಸಹಕಾರ ಸಿಗಲಿದೆ. ಚನ್ನಮ್ಮನ ಕಿತ್ತೂರ ಶಾಸಕ ಬಾಬಾಸಾಹೇಬ ಪಾಟೀಲ ಹೇಳಿದರು. ಅವರು ಶಿವರಾತ್ರಿ ನಿಮಿತ್ತ ಗ್ರಾಮದ ಜೋಡಗುಡಿಗೆ ಬೇಟಿ ನೀಡಿ ದರ್ಶನ ಪಡೆದು ಮಾತನಾಡುತ್ತಿದ್ದರು. ಐತಿಹಾಸಿಕ ದೇವಾಲಯದ ಅಭಿವೃದ್ಧಿಗೆ ಪುರಾತತ್ವ ಇಲಾಖೆಯೊಂದಿಗೆ ಚರ್ಚಿಸಿ ಅಗತ್ಯ ಅನುದಾನ ಒದಗಿಸಲಾಗುವುದು ಎಂದರು. ಈ ಸಂದರ್ಭದಲ್ಲಿ ಗ್ರಾಮದ ಮುಖಂಡರು, ದೇವಸ್ಥಾನ ಕಮಿಟಿಯ ಸದಸ್ಯರು, ಭಕ್ತರು ಹಾಗೂ ಊರಿನ ಹಿರಿಯರು ಉಪಸ್ಥಿತರಿದ್ದರು. ಶಿವರಾತ್ರಿಯ ಅಂಗವಾಗಿ ವಿಶೇಷ ಪೂಜೆ, ಅಭಿಷೇಕ, ಭಜನೆ, ಜಾಗರಣೆ ಕಾರ್ಯಕ್ರಮಗಳು ಜರುಗಿದವು.: [706, 429, 912, 517]
notice-respondent-1: ತಹಶೀಲ್ದಾರರು ಹಾಗೂ ಜನನ ಮತ್ತು ಮರಣ: [707, 1152, 805, 1160]
notice-footer: 1ನೇ ಹೆಚ್ಚುವರಿ ಸಿವಿಲ್ ನ್ಯಾಯಾಧೀಶರು ಮತ್ತು ಜೆ.ಎಂ.ಎಫ್.ಸಿ. ನ್ಯಾಯಾಲಯ, ಹೊಸಪೇಟೆ: [38, 1343, 239, 1352]
notice-applicant-tag: ...ಅರ್ಜಿದಾರ: [433, 763, 463, 771]
notice-body: ಮೇಲ್ಕಾಣಿಸಿದ ಅರ್ಜಿದಾರರು ತಮ್ಮ ಮಗನ ಜನನ ದಿನಾಂಕವನ್ನು ಜನನ ಮತ್ತು ಮರಣ ನೋಂದಣಿ ಕಾಯ್ದೆ 1969ರ ಕಲಂ 13(3) ರನ್ವಯ ಜನನ ಪ್ರಮಾಣ ಪತ್ರ ನೀಡುವಂತೆ ಎದುರುದಾರರಿಗೆ ಆದೇಶಿಸಲು ಕೋರಿ ಈ ನ್ಯಾಯಾಲಯದಲ್ಲಿ ಅರ್ಜಿಯನ್ನು ಸಲ್ಲಿಸಿರುತ್ತಾರೆ. ಕಾರಣ ಸದರಿ ಅರ್ಜಿಯನ್ನು ಎದುರಿಸಲು ಯಾರಿಗಾದರೂ ಆಕ್ಷೇಪಣೆ ಇದ್ದಲ್ಲಿ ದಿನಾಂಕ : 15-03-2024 ಬೆಳಿಗ್ಗೆ 11.00 ಗಂಟೆಗೆ ಸದರಿ ನ್ಯಾಯಾಲಯಕ್ಕೆ ಖುದ್ದಾಗಿ ಅಥವಾ ವಕೀಲರ ಮುಖಾಂತರ ಹಾಜರಾಗಿ ತಮ್ಮ ತಕರಾರು ಸಲ್ಲಿಸಬಹುದು. ತಪ್ಪಿದಲ್ಲಿ ಅರ್ಜಿಯನ್ನು ಏಕಪಕ್ಷೀಯವಾಗಿ ತೀರ್ಮಾನಿಸಲಾಗುವುದು.: [707, 840, 911, 904]
notice-clerk: ಶಿರಸ್ತೇದಾರ: [886, 1334, 911, 1343]
notice-heading: :ನೋಟೀಸು:: [120, 827, 154, 836]
notice-court-title: ಮಾನ್ಯ 1ನೇ ಹೆಚ್ಚುವರಿ ಸಿವಿಲ್ ನ್ಯಾಯಾಧೀಶರು ಮತ್ತು ಪ್ರಥಮ ದರ್ಜೆ ನ್ಯಾಯಿಕ ದಂಡಾಧಿಕಾರಿಗಳವರ ನ್ಯಾಯಾಲಯ, ಹೊಸಪೇಟೆ: [707, 1088, 890, 1109]
notice-and: ಮತ್ತು: [577, 1141, 593, 1150]
notice-order: ನ್ಯಾಯಾಲಯದ ಅಜ್ಞೇಯ ಮೇರೆಗೆ: [613, 1292, 687, 1301]
notice-dated: ದಿನಾಂಕ : 28-02-2024 ರಂದು ನ್ಯಾಯಾಲಯದ ಮೊಹರು ಮತ್ತು ನನ್ನ ಸಹಿಯೊಂದಿಗೆ ನೀಡಲಾಗಿದೆ.: [259, 1274, 463, 1292]
notice-respondent-3: ಹೊಸಪೇಟೆ, ವಿಜಯನಗರ ಜಿಲ್ಲೆ.: [259, 1172, 332, 1180]
notice-order: ನ್ಯಾಯಾಲಯದ ಅಜ್ಞೇಯ ಮೇರೆಗೆ: [165, 926, 239, 935]
notice-respondent-2: ನೋಂದಣಾಧಿಕಾರಿಗಳು: [259, 1162, 309, 1170]
notice-and: ಮತ್ತು: [129, 1141, 145, 1150]
notice-order: ನ್ಯಾಯಾಲಯದ ಅಜ್ಞೇಯ ಮೇರೆಗೆ: [837, 1292, 911, 1301]
issue-date-english: Sunday 10 March 2024: [765, 41, 870, 51]
story5-body: ಘಟಪ್ರಭಾ,ಮಾ.09: ಶ್ರೀ ಮಹಾಶಿವರಾತ್ರಿ ಮಹೋತ್ಸವ ನಿಮಿತ್ತ ಶುಕ್ರವಾರದಂದು ಸ್ಥಳೀಯ ಐತಿಹಾಸಿಕ ಪ್ರಸಿದ್ಧ ಗುಬ್ಬಲಗುಡ್ಡ ಶ್ರೀ ಮಲ್ಲಿಕಾರ್ಜುನ ದೇವಸ್ಥಾನದಲ್ಲಿ ಮುಂಜಾನೆ ರುದ್ರಾಭಿಷೇಕ, ಮಹಾಪೂಜೆ, ನೈವೇದ್ಯ ಅರ್ಪಿಸಲಾಯಿತು. ಶ್ರೀ ಮಲ್ಲಿಕಾರ್ಜುನ ದೇವರ ದರ್ಶನಕ್ಕೆ ಆಗಮಿಸಿದ ಭಕ್ತಾದಿಗಳಿಗೆ ಕಮಿಟಿಯವತಿಯಿಂದ ಉಪಹಾರದ ವ್ಯವಸ್ಥೆ ಮಾಡಲಾಗಿತ್ತು. ಬಳಿಕ, ಸಿಗ್ನಾರ, ದುಂಡಪ್ಪ ಬಾಳೇಶಪ್ಪ ಮಟ್ಟಿಗೆ ವಿತರಿಸಲಾಯಿತು. ಶ್ರೀ ಮಲ್ಲಿಕಾರ್ಜುನ ಕಮಿಟಿಯ ಸದಸ್ಯರು ಹಾಗೂ ಅಪಾರ ಭಕ್ತರು ಭಾಗವಹಿಸಿದ್ದರು.: [706, 113, 797, 260]
court-notice: [252, 1072, 470, 1430]
notice-order: ನ್ಯಾಯಾಲಯದ ಅಜ್ಞೇಯ ಮೇರೆಗೆ: [389, 1292, 463, 1301]
